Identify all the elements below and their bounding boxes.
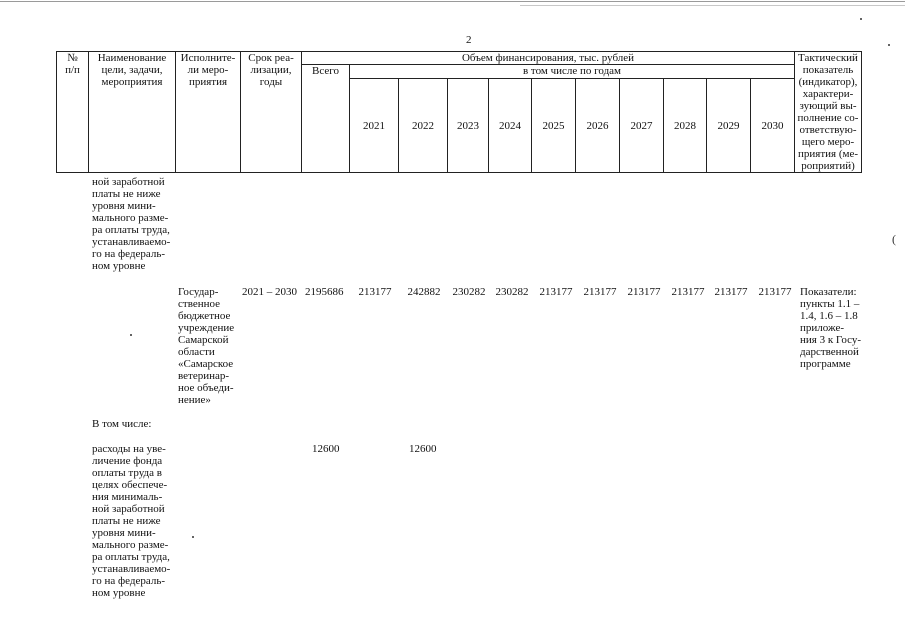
row1-value-2028: 213177 bbox=[671, 286, 705, 298]
scan-mark: ( bbox=[892, 232, 896, 246]
row1-value-2027: 213177 bbox=[627, 286, 661, 298]
row2-total: 12600 bbox=[312, 443, 340, 455]
row1-value-2022: 242882 bbox=[407, 286, 441, 298]
row1-total: 2195686 bbox=[305, 286, 344, 298]
header-no: № п/п bbox=[57, 52, 89, 173]
row1-value-2025: 213177 bbox=[539, 286, 573, 298]
scan-speck bbox=[130, 334, 132, 336]
row2-name: расходы на уве- личение фонда оплаты труда в целях обеспече- ния минималь- ной заработной платы не ниже уровня мини- мального разме- ра оплаты труда, устанавливаемо- го на федераль- ном уровне bbox=[92, 443, 171, 599]
row1-period: 2021 – 2030 bbox=[242, 286, 297, 298]
row1-executor: Государ- ственное бюджетное учреждение Самарской области «Самарское ветеринар- ное объеди- нение» bbox=[178, 286, 235, 406]
header-year-2029: 2029 bbox=[707, 79, 751, 173]
header-funding: Объем финансирования, тыс. рублей bbox=[302, 52, 795, 65]
row1-value-2024: 230282 bbox=[495, 286, 529, 298]
header-year-2023: 2023 bbox=[448, 79, 489, 173]
row1-value-2026: 213177 bbox=[583, 286, 617, 298]
header-year-2030: 2030 bbox=[751, 79, 795, 173]
scan-edge-line bbox=[0, 1, 905, 2]
page-number: 2 bbox=[466, 34, 472, 46]
header-by-years: в том числе по годам bbox=[350, 65, 795, 79]
including-label: В том числе: bbox=[92, 418, 152, 430]
row1-value-2029: 213177 bbox=[714, 286, 748, 298]
header-name: Наименование цели, задачи, мероприятия bbox=[89, 52, 176, 173]
header-year-2027: 2027 bbox=[620, 79, 664, 173]
header-year-2026: 2026 bbox=[576, 79, 620, 173]
scan-speck bbox=[860, 18, 862, 20]
row1-indicator: Показатели: пункты 1.1 – 1.4, 1.6 – 1.8 приложе- ния 3 к Госу- дарственной программе bbox=[800, 286, 861, 370]
header-period: Срок реа- лизации, годы bbox=[241, 52, 302, 173]
header-total: Всего bbox=[302, 65, 350, 173]
scan-speck bbox=[192, 536, 194, 538]
header-year-2022: 2022 bbox=[399, 79, 448, 173]
row1-value-2030: 213177 bbox=[758, 286, 792, 298]
header-year-2021: 2021 bbox=[350, 79, 399, 173]
continued-name-text: ной заработной платы не ниже уровня мини- мального разме- ра оплаты труда, устанавливаемо- го на федераль- ном уровне bbox=[92, 176, 171, 272]
header-year-2028: 2028 bbox=[664, 79, 707, 173]
row2-value-2022: 12600 bbox=[409, 443, 437, 455]
header-executor: Исполните- ли меро- приятия bbox=[176, 52, 241, 173]
row1-value-2021: 213177 bbox=[358, 286, 392, 298]
scan-speck bbox=[888, 44, 890, 46]
header-year-2024: 2024 bbox=[489, 79, 532, 173]
header-indicator: Тактический показатель (индикатор), характери- зующий вы- полнение со- ответствую- щего меро- приятия (ме- роприятий) bbox=[795, 52, 862, 173]
header-year-2025: 2025 bbox=[532, 79, 576, 173]
funding-table-header bbox=[56, 51, 862, 173]
scan-edge-line-secondary bbox=[520, 5, 905, 6]
row1-value-2023: 230282 bbox=[452, 286, 486, 298]
